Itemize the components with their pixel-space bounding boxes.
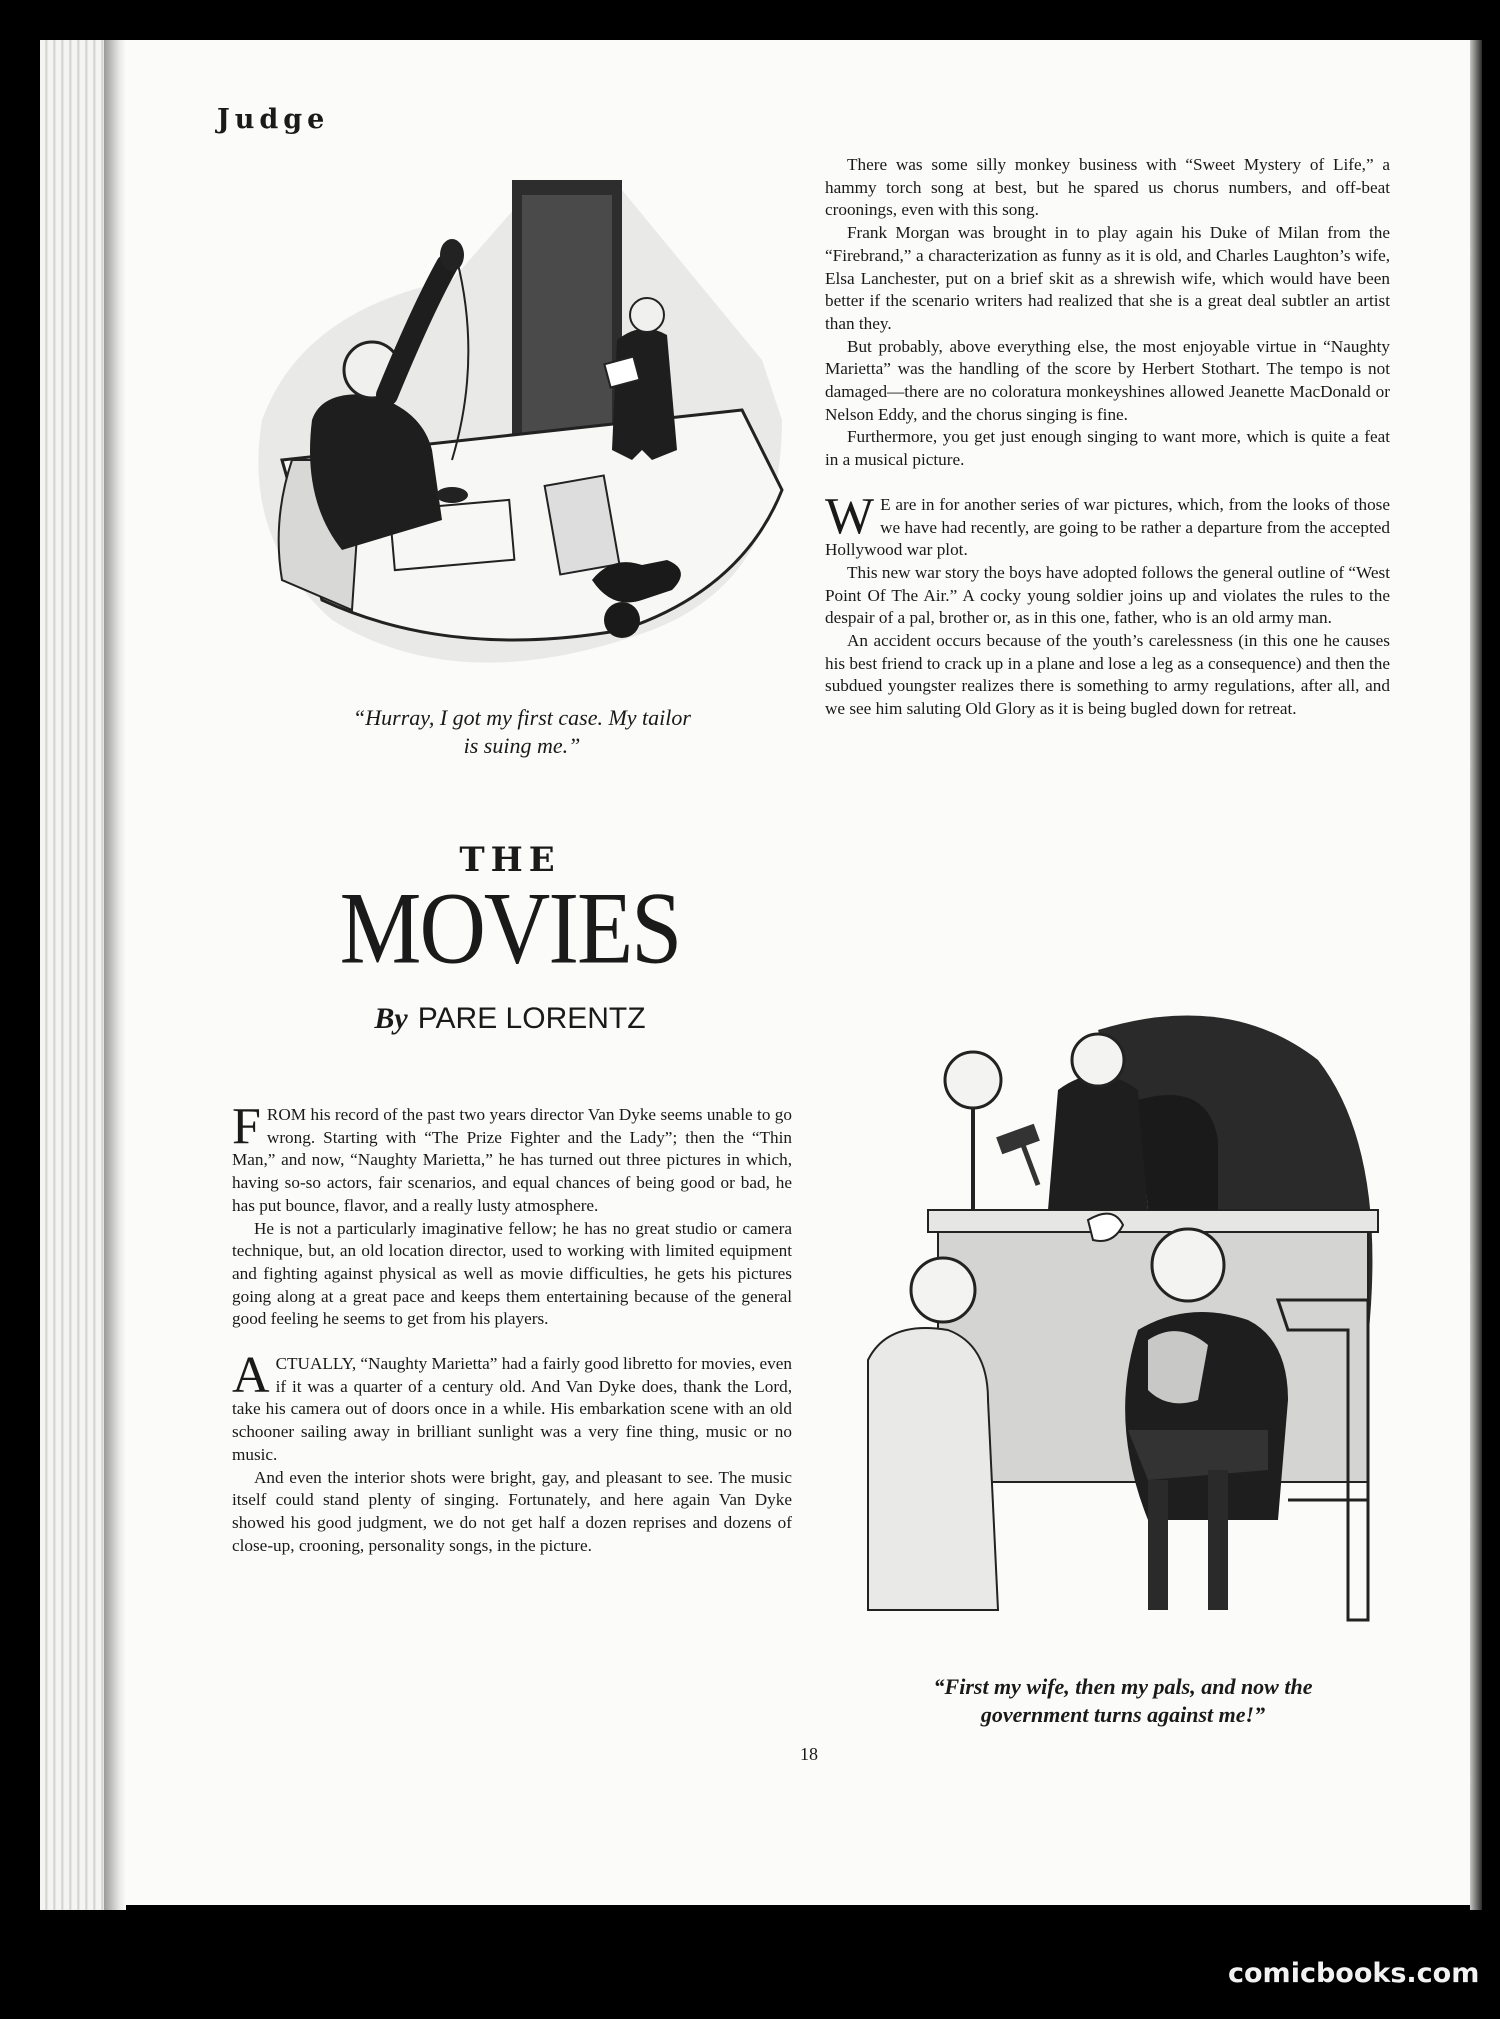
article-title: MOVIES [339,870,681,986]
paragraph: Frank Morgan was brought in to play again his Duke of Milan from the “Firebrand,” a characterization as funny as it is old, and Charles Laughton’s wife, Elsa Lanchester, put on a brief skit as a shrewish wife, which would have been better if the scenario writers had realized that she is a great deal subtler an artist than they. [825,223,1390,333]
paragraph [232,1347,792,1467]
byline [300,1002,720,1036]
courtroom-cartoon [848,1000,1398,1640]
paragraph-text: CTUALLY, “Naughty Marietta” had a fairly good libretto for movies, even if it was a quarter of a century old. And Van Dyke does, thank the Lord, take his camera out of doors once in a while. His embarkation scene with an old schooner sailing away in brilliant sunlight was a very fine thing, music or no music. [232,1354,792,1464]
drop-cap: F [232,1098,261,1155]
paragraph: An accident occurs because of the youth’s carelessness (in this one he causes his best friend to crack up in a plane and lose a leg as a consequence) and then the subdued youngster realizes there is something to army regulations, after all, and we see him saluting Old Glory as it is being bugled down for retreat. [825,631,1390,719]
site-watermark: comicbooks.com [1228,1958,1480,1989]
byline-prefix: By [374,1002,408,1035]
drop-cap: A [232,1347,270,1405]
bottom-cartoon-caption [848,1673,1398,1729]
paragraph: But probably, above everything else, the most enjoyable virtue in “Naughty Marietta” was the handling of the score by Herbert Stothart. The tempo is not damaged—there are no coloratura monkeyshines allowed Jeanette MacDonald or Nelson Eddy, and the chorus singing is fine. [825,336,1390,424]
paragraph: There was some silly monkey business with “Sweet Mystery of Life,” a hammy torch song at best, but he spared us chorus numbers, and off-beat croonings, even with this song. [825,155,1390,220]
article-title-small: THE [459,840,561,880]
paragraph: He is not a particularly imaginative fellow; he has no great studio or camera technique, but, an old location director, used to working with limited equipment and fighting against physical as well as movie difficulties, he gets his pictures going along at a great pace and keeps them entertaining because of the general good feeling he seems to get from his players. [232,1218,792,1329]
paragraph-text: E are in for another series of war pictures, which, from the looks of those we have had recently, are going to be rather a departure from the accepted Hollywood war plot. [825,494,1390,560]
paragraph [825,487,1390,562]
byline-author: PARE LORENTZ [417,1002,646,1035]
magazine-header: Judge [217,104,330,135]
paragraph [232,1098,792,1218]
lawyer-phone-cartoon [222,160,792,680]
paragraph: Furthermore, you get just enough singing to want more, which is quite a feat in a musical picture. [825,427,1390,470]
right-column-text [825,154,1390,721]
caption-line: “First my wife, then my pals, and now the [933,1674,1313,1699]
drop-cap: W [825,487,875,545]
gutter-shadow [104,40,126,1910]
caption-line: is suing me.” [463,733,581,758]
paragraph: This new war story the boys have adopted follows the general outline of “West Point Of The Air.” A cocky young soldier joins up and violates the rules to the despair of a pal, brother or, as in this one, father, who is an old army man. [825,562,1390,628]
paragraph: And even the interior shots were bright, gay, and pleasant to see. The music itself could stand plenty of singing. Fortunately, and here again Van Dyke showed his good judgment, we do not get half a dozen reprises and dozens of close-up, crooning, personality songs, in the picture. [232,1467,792,1555]
right-edge-shadow [1470,40,1482,1910]
page-number: 18 [800,1744,818,1764]
top-cartoon-caption [272,704,772,760]
paragraph-text: ROM his record of the past two years director Van Dyke seems unable to go wrong. Starting with “The Prize Fighter and the Lady”; then the “Thin Man,” and now, “Naughty Marietta,” he has turned out three pictures in which, having so-so actors, fair scenarios, and equal chances of being good or bad, he has put bounce, flavor, and a really lusty atmosphere. [232,1105,792,1215]
left-column-text [232,1098,792,1557]
caption-line: government turns against me!” [980,1702,1266,1727]
caption-line: “Hurray, I got my first case. My tailor [353,705,691,730]
